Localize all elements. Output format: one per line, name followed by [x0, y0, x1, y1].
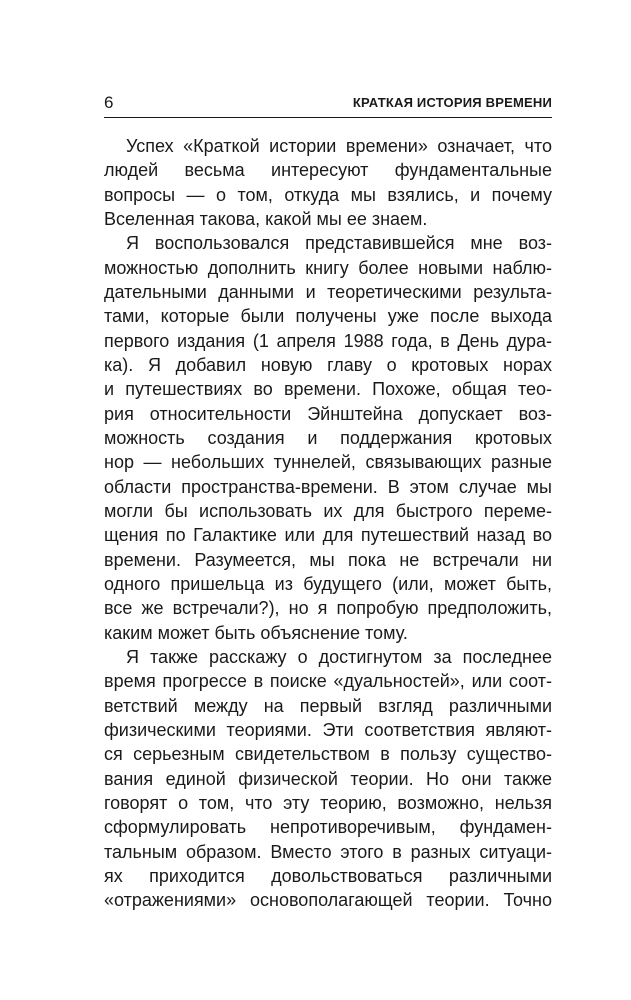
text-line: Вселенная такова, какой мы ее знаем.	[104, 208, 428, 229]
text-line: Успех «Краткой истории времени» означает, что	[126, 136, 552, 156]
text-line: ка). Я добавил новую главу о кротовых норах	[104, 354, 552, 375]
text-line: можностью дополнить книгу более новыми наблю-	[104, 257, 552, 278]
text-line: физическими теориями. Эти соответствия являют-	[104, 719, 552, 740]
text-line: тальным образом. Вместо этого в разных ситуаци-	[104, 841, 552, 862]
text-line: ях приходится довольствоваться различными	[104, 865, 552, 886]
text-line: дательными данными и теоретическими результа-	[104, 281, 552, 302]
text-line: и путешествиях во времени. Похоже, общая тео-	[104, 379, 552, 400]
text-line: одного пришельца из будущего (или, может быть,	[104, 573, 552, 594]
text-line: ся серьезным свидетельством в пользу существо-	[104, 744, 552, 765]
text-line: «отражениями» основополагающей теории. Точно	[104, 890, 552, 911]
text-line: Я воспользовался представившейся мне воз-	[126, 233, 552, 254]
text-line: людей весьма интересуют фундаментальные	[104, 160, 552, 181]
page-header	[104, 93, 552, 117]
text-line: сформулировать непротиворечивым, фундамен-	[104, 817, 552, 838]
text-line: области пространства-времени. В этом случае мы	[104, 476, 552, 497]
body-text	[104, 134, 552, 913]
text-line: Я также расскажу о достигнутом за последнее	[126, 646, 552, 667]
paragraph-2	[104, 231, 552, 645]
text-line: можность создания и поддержания кротовых	[104, 427, 552, 448]
text-line: все же встречали?), но я попробую предположить,	[104, 598, 552, 619]
text-line: первого издания (1 апреля 1988 года, в День дура-	[104, 330, 552, 351]
text-line: щения по Галактике или для путешествий назад во	[104, 525, 552, 546]
text-line: времени. Разумеется, мы пока не встречали ни	[104, 549, 552, 570]
text-line: вания единой физической теории. Но они также	[104, 768, 552, 789]
text-line: тами, которые были получены уже после выхода	[104, 306, 552, 327]
text-line: могли бы использовать их для быстрого переме-	[104, 500, 552, 521]
header-rule	[104, 117, 552, 118]
text-line: каким может быть объяснение тому.	[104, 622, 408, 643]
paragraph-1	[104, 134, 552, 231]
text-line: вопросы — о том, откуда мы взялись, и почему	[104, 184, 552, 205]
text-line: рия относительности Эйнштейна допускает воз-	[104, 403, 552, 424]
running-title: КРАТКАЯ ИСТОРИЯ ВРЕМЕНИ	[352, 95, 552, 110]
text-line: время прогрессе в поиске «дуальностей», или соот-	[104, 671, 552, 692]
text-line: говорят о том, что эту теорию, возможно, нельзя	[104, 792, 552, 813]
paragraph-3	[104, 645, 552, 913]
page-number: 6	[104, 93, 114, 112]
text-line: нор — небольших туннелей, связывающих разные	[104, 452, 552, 473]
text-line: ветствий между на первый взгляд различными	[104, 695, 552, 716]
